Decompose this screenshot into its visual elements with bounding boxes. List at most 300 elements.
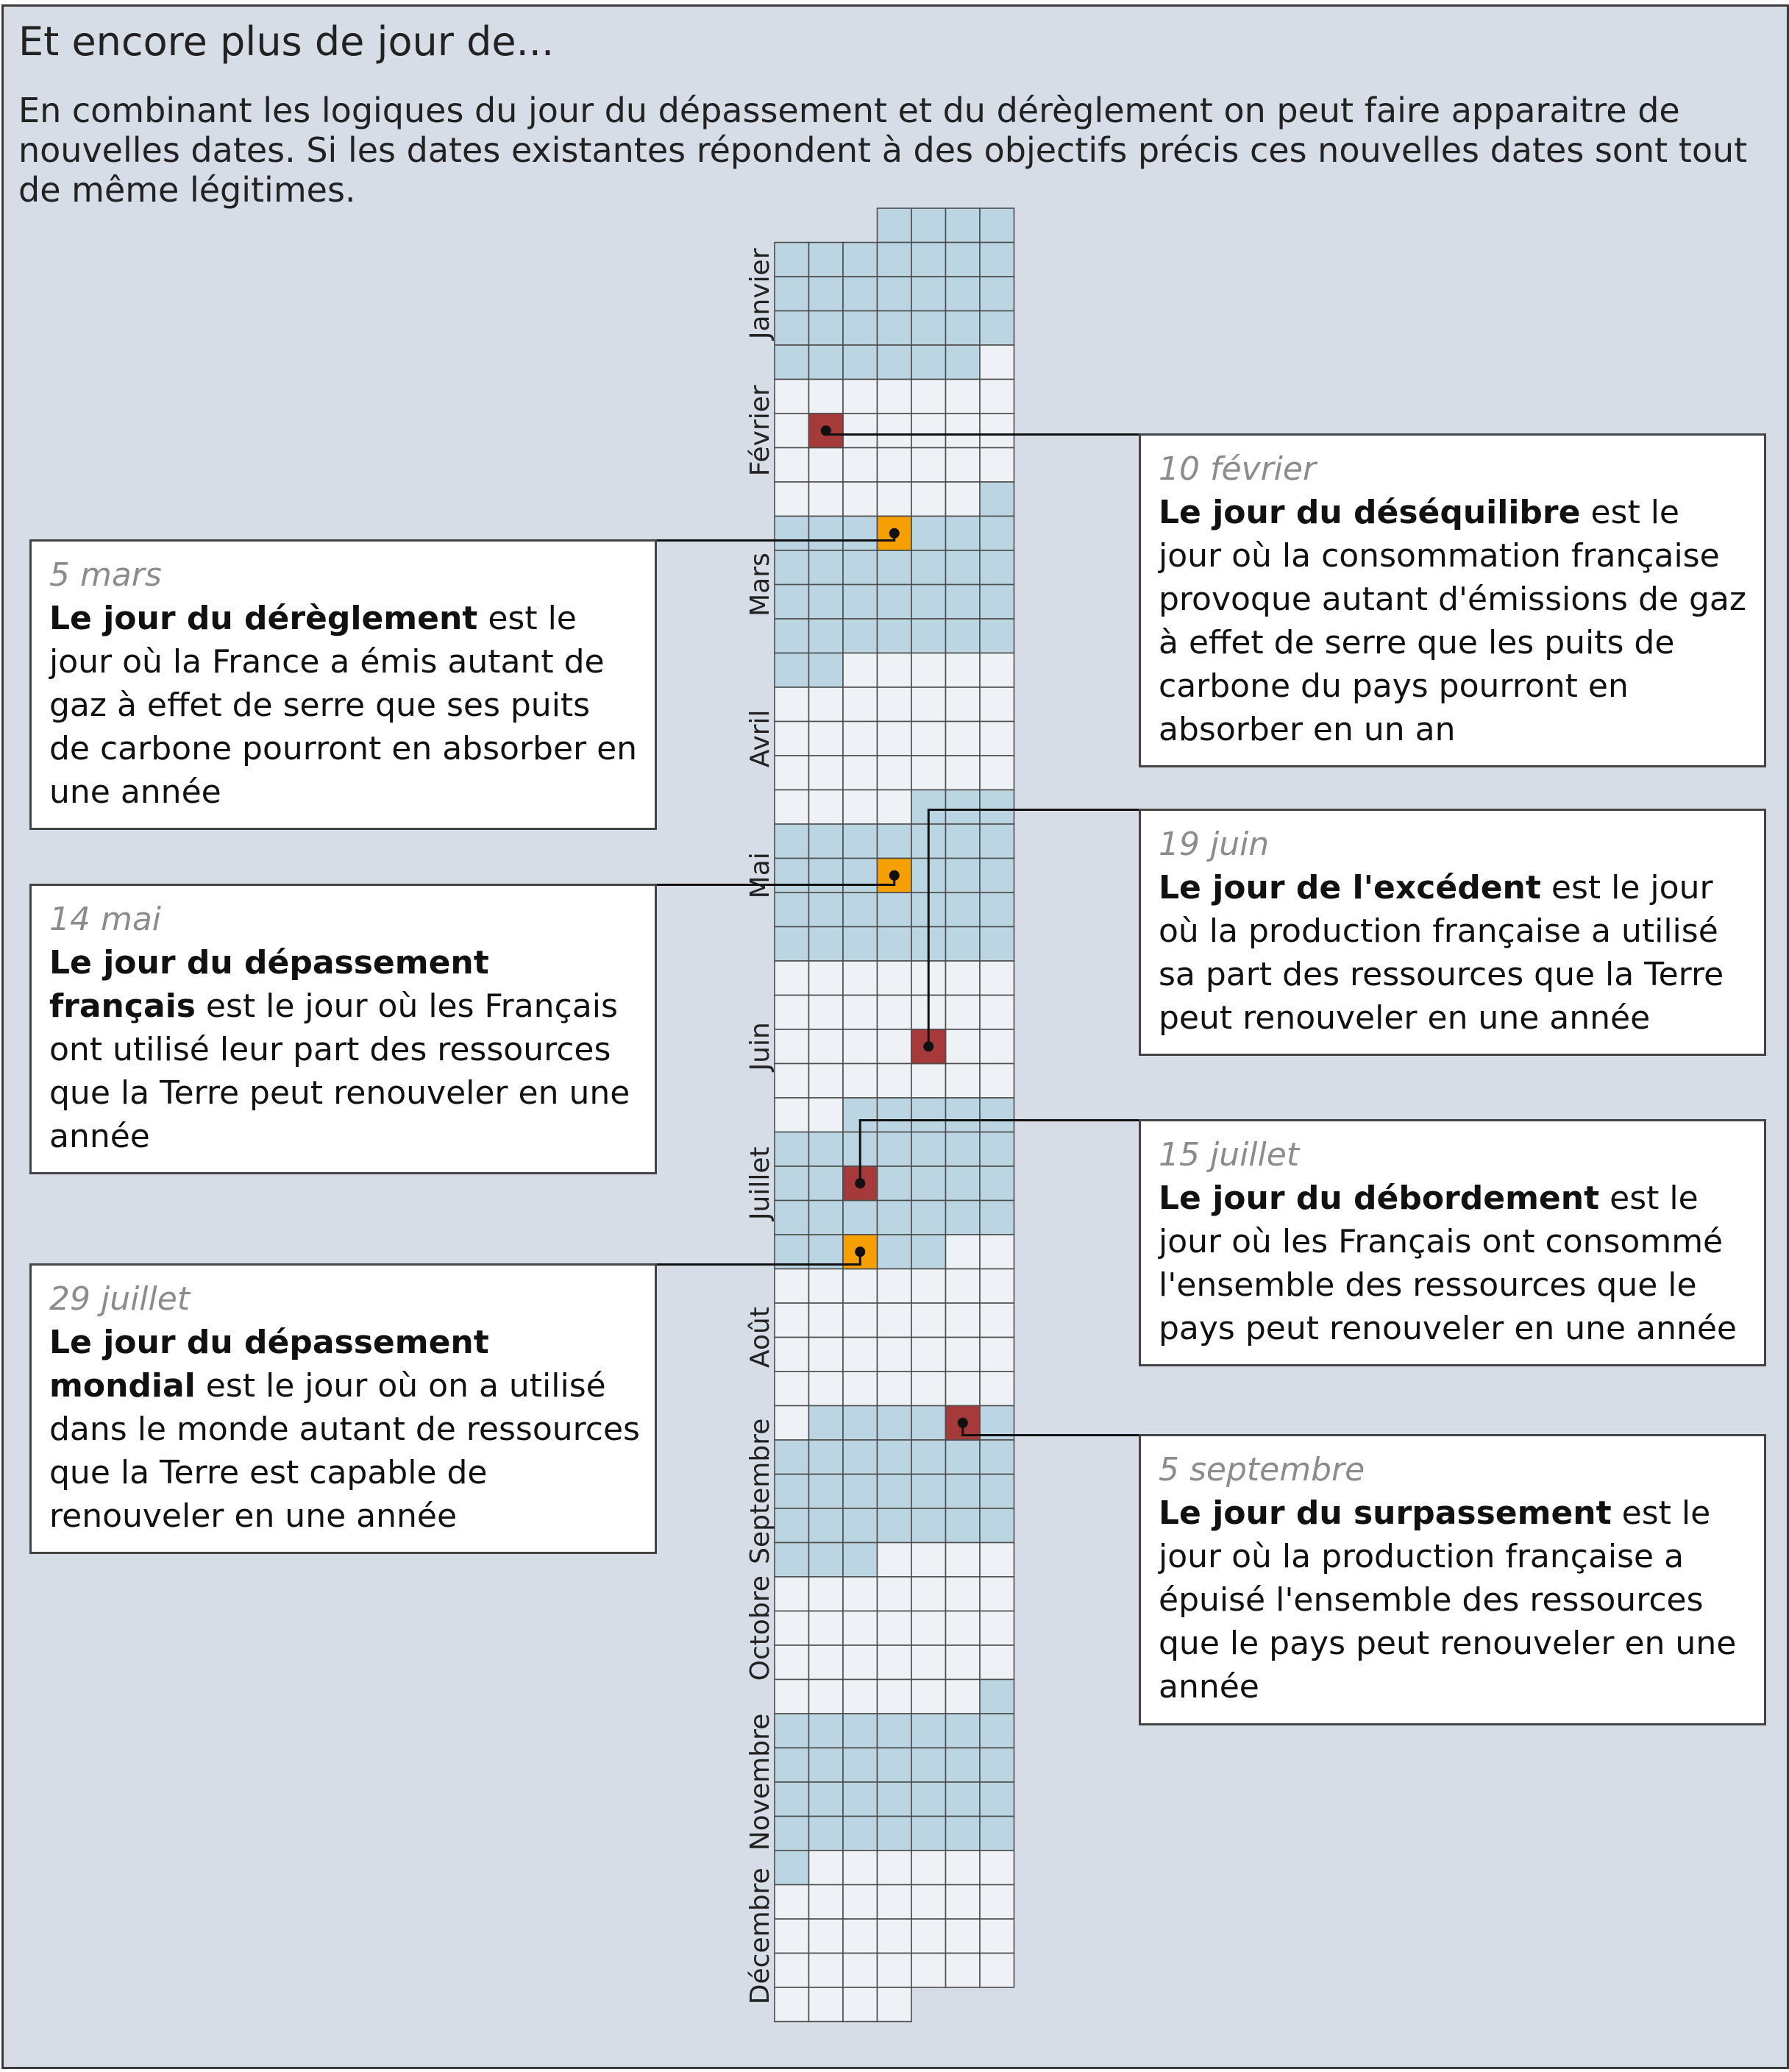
month-label: Mars (745, 553, 775, 617)
day-cell (878, 1885, 912, 1920)
day-cell (980, 756, 1014, 790)
day-cell (809, 1166, 844, 1201)
day-cell (980, 722, 1014, 756)
day-cell (911, 243, 946, 277)
day-cell (980, 1577, 1014, 1611)
day-cell (775, 756, 809, 790)
day-cell (843, 311, 878, 346)
day-cell (809, 243, 844, 277)
day-cell (946, 1338, 981, 1372)
day-cell (878, 1269, 912, 1304)
event-callout (29, 1263, 657, 1554)
day-cell (980, 1954, 1014, 1988)
day-cell (911, 550, 946, 585)
day-cell (878, 1782, 912, 1817)
day-cell (878, 722, 912, 756)
month-label: Avril (745, 709, 775, 768)
day-cell (809, 448, 844, 483)
day-cell (775, 1543, 809, 1578)
day-cell (809, 380, 844, 414)
day-cell (809, 1338, 844, 1372)
day-cell (946, 550, 981, 585)
day-cell (911, 380, 946, 414)
day-cell (980, 277, 1014, 311)
day-cell (878, 1954, 912, 1988)
day-cell (843, 996, 878, 1030)
event-description: est le jour où la France a émis autant de gaz à effet de serre que ses puits de carbone pourront en absorber en une année (49, 600, 638, 811)
day-cell (911, 1338, 946, 1372)
day-cell (809, 1987, 844, 2022)
day-cell (946, 482, 981, 517)
day-cell (911, 653, 946, 688)
event-description: est le jour où on a utilisé dans le monde autant de ressources que la Terre est capable de renouveler en une année (49, 1367, 640, 1535)
day-cell (980, 345, 1014, 380)
day-cell (775, 1714, 809, 1748)
day-cell (878, 380, 912, 414)
day-cell (878, 1987, 912, 2022)
day-cell (911, 1098, 946, 1132)
day-cell (980, 517, 1014, 551)
day-cell (946, 517, 981, 551)
day-cell (775, 1303, 809, 1338)
day-cell (946, 414, 981, 448)
day-cell (775, 585, 809, 620)
day-cell (980, 1919, 1014, 1954)
day-cell (911, 1064, 946, 1099)
day-cell (809, 1372, 844, 1406)
day-cell (878, 619, 912, 653)
day-cell (980, 1269, 1014, 1304)
day-cell (946, 208, 981, 243)
day-cell (843, 1577, 878, 1611)
day-cell (809, 1440, 844, 1475)
day-cell (809, 756, 844, 790)
month-label: Juin (745, 1022, 775, 1071)
day-cell (809, 517, 844, 551)
day-cell (980, 1851, 1014, 1885)
day-cell (946, 1098, 981, 1132)
day-cell (775, 961, 809, 996)
day-cell (946, 277, 981, 311)
day-cell (878, 1166, 912, 1201)
day-cell (809, 859, 844, 893)
day-cell (946, 1166, 981, 1201)
month-label: Février (745, 385, 775, 477)
day-cell (878, 243, 912, 277)
day-cell (809, 790, 844, 825)
day-cell (878, 277, 912, 311)
day-cell (980, 927, 1014, 962)
event-callout (29, 884, 657, 1174)
event-description: est le jour où la production française a utilisé sa part des ressources que la Terre peut renouveler en une année (1159, 869, 1724, 1037)
day-cell (775, 1680, 809, 1714)
event-date: 5 septembre (1159, 1451, 1365, 1489)
day-cell (843, 927, 878, 962)
day-cell (809, 1269, 844, 1304)
day-cell (911, 1235, 946, 1269)
day-cell (980, 1132, 1014, 1167)
day-cell (809, 311, 844, 346)
day-cell (980, 1303, 1014, 1338)
day-cell (775, 1372, 809, 1406)
day-cell (946, 1372, 981, 1406)
day-cell (911, 1201, 946, 1235)
day-cell (946, 824, 981, 859)
day-cell (843, 1303, 878, 1338)
day-cell (775, 1269, 809, 1304)
day-cell (878, 996, 912, 1030)
day-cell (911, 482, 946, 517)
day-cell (809, 1577, 844, 1611)
day-cell (911, 277, 946, 311)
event-description: est le jour où les Français ont utilisé leur part des ressources que la Terre peut renouveler en une année (49, 987, 630, 1155)
day-cell (878, 927, 912, 962)
day-cell (878, 311, 912, 346)
day-cell (843, 277, 878, 311)
day-cell (878, 1919, 912, 1954)
day-cell (843, 482, 878, 517)
day-cell (878, 1064, 912, 1099)
event-callout (1139, 1119, 1766, 1366)
day-cell (775, 243, 809, 277)
day-cell (843, 550, 878, 585)
day-cell (775, 653, 809, 688)
day-cell (809, 585, 844, 620)
day-cell (775, 619, 809, 653)
day-cell (946, 1475, 981, 1509)
day-cell (911, 311, 946, 346)
day-cell (878, 1235, 912, 1269)
day-cell (911, 1680, 946, 1714)
event-description: est le jour où les Français ont consommé l'ensemble des ressources que le pays peut renouveler en une année (1159, 1179, 1737, 1347)
day-cell (843, 1543, 878, 1578)
day-cell (946, 1201, 981, 1235)
day-cell (980, 961, 1014, 996)
day-cell (911, 1919, 946, 1954)
day-cell (878, 1475, 912, 1509)
day-cell (809, 1406, 844, 1441)
day-cell (775, 311, 809, 346)
day-cell (878, 550, 912, 585)
event-name: Le jour du dépassement mondial (49, 1324, 489, 1405)
day-cell (809, 996, 844, 1030)
month-label: Novembre (745, 1713, 775, 1851)
day-cell (980, 482, 1014, 517)
day-cell (775, 448, 809, 483)
day-cell (980, 790, 1014, 825)
day-cell (980, 311, 1014, 346)
day-cell (980, 243, 1014, 277)
event-date: 29 juillet (49, 1280, 191, 1318)
day-cell (911, 1782, 946, 1817)
day-cell (775, 277, 809, 311)
day-cell (980, 1475, 1014, 1509)
day-cell (809, 1303, 844, 1338)
day-cell (843, 619, 878, 653)
day-cell (809, 345, 844, 380)
day-cell (980, 893, 1014, 927)
day-cell (809, 961, 844, 996)
event-callout (1139, 809, 1766, 1056)
day-cell (775, 380, 809, 414)
day-cell (878, 1406, 912, 1441)
month-label: Juillet (745, 1146, 775, 1221)
day-cell (946, 1680, 981, 1714)
day-cell (980, 585, 1014, 620)
day-cell (878, 1338, 912, 1372)
day-cell (878, 1577, 912, 1611)
day-cell (878, 756, 912, 790)
day-cell (946, 893, 981, 927)
day-cells (775, 208, 1014, 2022)
month-label: Mai (745, 852, 775, 899)
day-cell (980, 1338, 1014, 1372)
day-cell (809, 277, 844, 311)
day-cell (775, 345, 809, 380)
day-cell (946, 1714, 981, 1748)
day-cell (843, 1714, 878, 1748)
day-cell (843, 517, 878, 551)
day-cell (980, 1714, 1014, 1748)
day-cell (878, 414, 912, 448)
event-dot (889, 870, 900, 881)
day-cell (946, 1440, 981, 1475)
event-date: 5 mars (49, 556, 162, 594)
day-cell (843, 893, 878, 927)
day-cell (878, 1714, 912, 1748)
day-cell (911, 1714, 946, 1748)
day-cell (980, 859, 1014, 893)
day-cell (775, 1166, 809, 1201)
day-cell (878, 1132, 912, 1167)
day-cell (911, 1303, 946, 1338)
day-cell (809, 1132, 844, 1167)
day-cell (946, 1919, 981, 1954)
event-dot (821, 425, 831, 436)
day-cell (843, 1406, 878, 1441)
day-cell (878, 1748, 912, 1783)
day-cell (911, 1372, 946, 1406)
day-cell (775, 1440, 809, 1475)
event-callout (1139, 1434, 1766, 1725)
day-cell (878, 482, 912, 517)
event-name: Le jour du déséquilibre (1159, 494, 1581, 531)
day-cell (946, 1885, 981, 1920)
day-cell (775, 1475, 809, 1509)
day-cell (946, 790, 981, 825)
day-cell (843, 1338, 878, 1372)
day-cell (878, 1201, 912, 1235)
day-cell (911, 345, 946, 380)
day-cell (775, 1954, 809, 1988)
day-cell (843, 1611, 878, 1646)
day-cell (946, 1235, 981, 1269)
day-cell (980, 1885, 1014, 1920)
event-name: Le jour de l'excédent (1159, 869, 1541, 906)
day-cell (946, 756, 981, 790)
day-cell (980, 1201, 1014, 1235)
day-cell (775, 1098, 809, 1132)
day-cell (775, 1748, 809, 1783)
day-cell (809, 1954, 844, 1988)
day-cell (809, 1680, 844, 1714)
figure-title: Et encore plus de jour de... (18, 18, 555, 65)
day-cell (911, 585, 946, 620)
day-cell (775, 1885, 809, 1920)
day-cell (911, 1645, 946, 1680)
day-cell (775, 1406, 809, 1441)
day-cell (911, 1132, 946, 1167)
month-label: Août (745, 1307, 775, 1368)
day-cell (911, 1406, 946, 1441)
day-cell (843, 414, 878, 448)
month-label: Septembre (745, 1418, 775, 1564)
day-cell (980, 653, 1014, 688)
day-cell (843, 653, 878, 688)
figure-panel (1, 4, 1789, 2069)
day-cell (911, 1817, 946, 1851)
day-cell (809, 893, 844, 927)
day-cell (980, 1782, 1014, 1817)
day-cell (946, 1645, 981, 1680)
day-cell (809, 1029, 844, 1064)
day-cell (809, 1714, 844, 1748)
day-cell (946, 653, 981, 688)
day-cell (775, 1645, 809, 1680)
day-cell (878, 345, 912, 380)
day-cell (843, 824, 878, 859)
day-cell (911, 1166, 946, 1201)
day-cell (946, 1132, 981, 1167)
day-cell (843, 585, 878, 620)
day-cell (878, 790, 912, 825)
day-cell (946, 1851, 981, 1885)
day-cell (946, 1269, 981, 1304)
day-cell (809, 1851, 844, 1885)
day-cell (843, 448, 878, 483)
day-cell (980, 996, 1014, 1030)
event-dot (855, 1246, 865, 1257)
day-cell (911, 208, 946, 243)
day-cell (843, 1064, 878, 1099)
event-name: Le jour du dérèglement (49, 600, 478, 637)
month-label: Janvier (745, 248, 775, 340)
day-cell (911, 414, 946, 448)
day-cell (946, 448, 981, 483)
day-cell (775, 1987, 809, 2022)
day-cell (843, 1680, 878, 1714)
event-callout (29, 539, 657, 830)
day-cell (775, 1029, 809, 1064)
day-cell (775, 824, 809, 859)
event-date: 19 juin (1159, 826, 1270, 863)
day-cell (878, 1680, 912, 1714)
day-cell (809, 550, 844, 585)
day-cell (775, 687, 809, 722)
day-cell (911, 448, 946, 483)
day-cell (946, 1543, 981, 1578)
day-cell (843, 1782, 878, 1817)
day-cell (911, 1851, 946, 1885)
day-cell (878, 653, 912, 688)
day-cell (946, 345, 981, 380)
day-cell (775, 1338, 809, 1372)
day-cell (809, 1817, 844, 1851)
day-cell (980, 1645, 1014, 1680)
day-cell (775, 550, 809, 585)
day-cell (775, 1508, 809, 1543)
day-cell (946, 927, 981, 962)
day-cell (843, 756, 878, 790)
day-cell (946, 1817, 981, 1851)
day-cell (878, 1645, 912, 1680)
day-cell (980, 414, 1014, 448)
day-cell (775, 1577, 809, 1611)
day-cell (980, 1508, 1014, 1543)
day-cell (775, 1064, 809, 1099)
day-cell (980, 1748, 1014, 1783)
day-cell (809, 1611, 844, 1646)
day-cell (775, 1919, 809, 1954)
event-callout (1139, 433, 1766, 767)
day-cell (843, 1029, 878, 1064)
intro-text: En combinant les logiques du jour du dépassement et du dérèglement on peut faire apparaitre de nouvelles dates. Si les dates existantes répondent à des objectifs précis ces nouvelles dates sont tout de même légitimes. (18, 91, 1748, 210)
event-dot (855, 1178, 865, 1188)
day-cell (809, 1475, 844, 1509)
day-cell (843, 1919, 878, 1954)
day-cell (775, 482, 809, 517)
day-cell (809, 1782, 844, 1817)
day-cell (843, 687, 878, 722)
day-cell (946, 1611, 981, 1646)
day-cell (809, 1645, 844, 1680)
day-cell (878, 1851, 912, 1885)
event-dot (923, 1041, 933, 1051)
day-cell (980, 824, 1014, 859)
day-cell (980, 1029, 1014, 1064)
day-cell (843, 243, 878, 277)
day-cell (809, 1064, 844, 1099)
day-cell (775, 1851, 809, 1885)
day-cell (980, 687, 1014, 722)
day-cell (809, 1919, 844, 1954)
day-cell (980, 448, 1014, 483)
day-cell (946, 243, 981, 277)
day-cell (809, 619, 844, 653)
day-cell (775, 790, 809, 825)
day-cell (878, 1543, 912, 1578)
day-cell (946, 1029, 981, 1064)
event-name: Le jour du débordement (1159, 1179, 1600, 1217)
day-cell (809, 1098, 844, 1132)
day-cell (878, 1098, 912, 1132)
day-cell (980, 1166, 1014, 1201)
day-cell (843, 1269, 878, 1304)
day-cell (878, 208, 912, 243)
event-date: 15 juillet (1159, 1136, 1300, 1174)
day-cell (843, 1201, 878, 1235)
day-cell (843, 380, 878, 414)
day-cell (980, 1543, 1014, 1578)
day-cell (946, 1954, 981, 1988)
day-cell (980, 1064, 1014, 1099)
day-cell (843, 790, 878, 825)
day-cell (878, 1611, 912, 1646)
day-cell (843, 1748, 878, 1783)
day-cell (911, 756, 946, 790)
day-cell (809, 927, 844, 962)
day-cell (809, 722, 844, 756)
